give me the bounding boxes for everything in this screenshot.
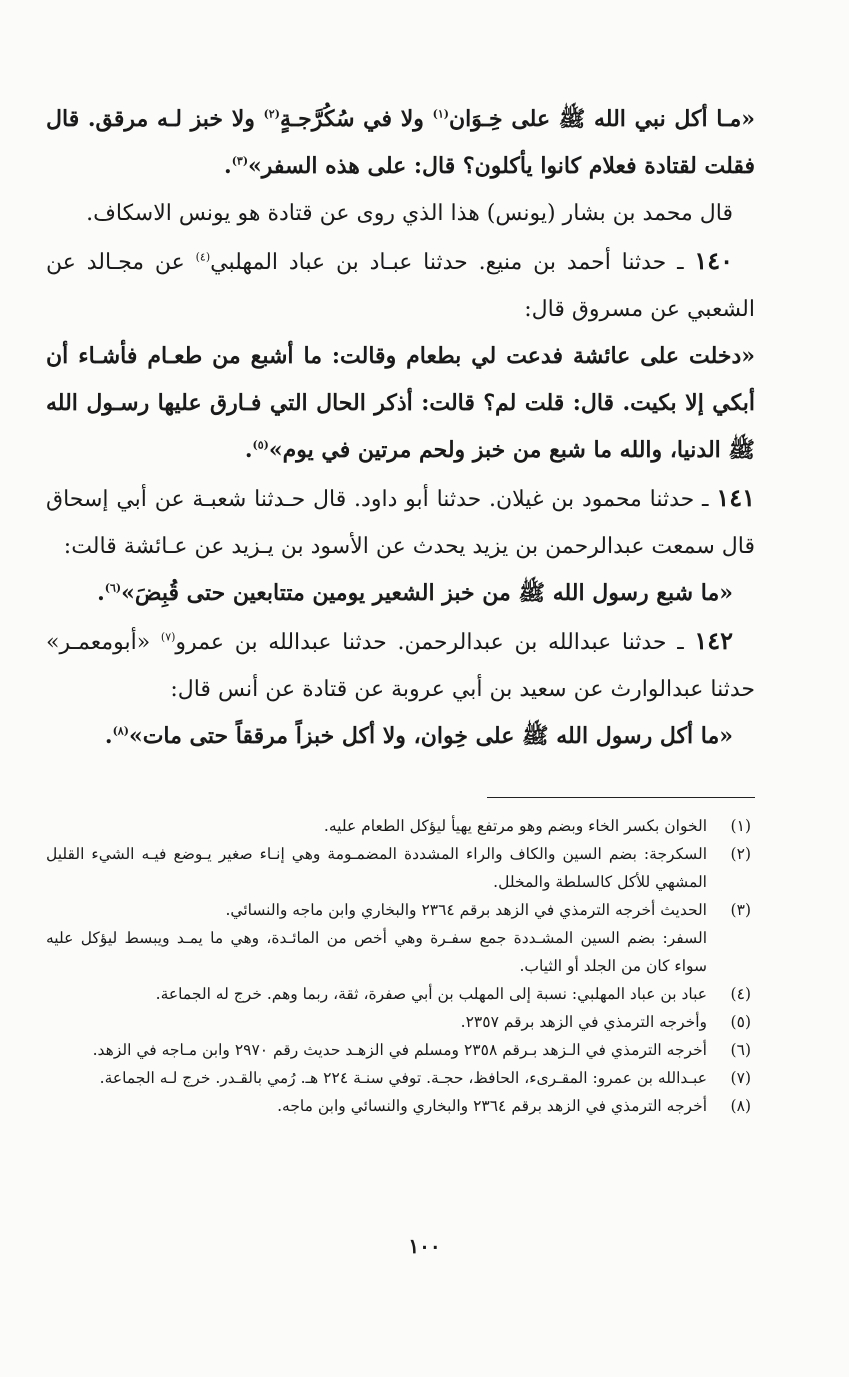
commentary-paragraph: قال محمد بن بشار (يونس) هذا الذي روى عن قتادة هو يونس الاسكاف. xyxy=(86,201,733,226)
footnote-number: (٤) xyxy=(730,985,751,1003)
footnote-ref-4: (٤) xyxy=(195,250,211,264)
footnote-2 xyxy=(46,840,755,896)
footnote-text: أخرجه الترمذي في الزهد برقم ٢٣٦٤ والبخاري والنسائي وابن ماجه. xyxy=(277,1097,707,1115)
hadith-140-isnad: ١٤٠ ـ حدثنا أحمد بن منيع. حدثنا عبـاد بن عباد المهلبي$^{(٤)}$ عن مجـالد عن الشعبي عن مسروق قال: xyxy=(46,246,755,322)
footnote-number: (٥) xyxy=(730,1013,751,1031)
footnote-divider xyxy=(487,797,755,798)
footnote-ref-1: (١) xyxy=(432,107,449,121)
hadith-141-isnad: ١٤١ ـ حدثنا محمود بن غيلان. حدثنا أبو داود. قال حـدثنا شعبـة عن أبي إسحاق قال سمعت عبدالرحمن بن يزيد يحدث عن الأسود بن يـزيد عن عـائشة قالت: xyxy=(46,483,755,559)
footnote-text: السفر: بضم السين المشـددة جمع سفـرة وهي أخص من المائـدة، وهي ما يمـد ويبسط ليؤكل عليه سواء كان من الجلد أو الثياب. xyxy=(46,929,707,975)
footnote-number: (٣) xyxy=(730,901,751,919)
footnote-7 xyxy=(46,1064,755,1092)
main-text xyxy=(46,96,755,760)
footnote-1 xyxy=(46,812,755,840)
footnote-number: (٧) xyxy=(730,1069,751,1087)
hadith-number: ١٤١ xyxy=(716,483,755,512)
footnote-ref-3: (٣) xyxy=(231,154,249,168)
footnote-3 xyxy=(46,896,755,980)
footnote-text: عبـدالله بن عمرو: المقـرىء، الحافظ، حجـة. توفي سنـة ٢٢٤ هـ. رُمي بالقـدر. خرج لـه الجماعة. xyxy=(99,1069,707,1087)
footnote-4 xyxy=(46,980,755,1008)
hadith-140-text: «دخلت على عائشة فدعت لي بطعام وقالت: ما أشبع من طعـام فأشـاء أن أبكي إلا بكيت. قال: قلت لم؟ قالت: أذكر الحال التي فـارق عليها رسـول الله ﷺ الدنيا، والله ما شبع من خبز ولحم مرتين في يوم»$^{(٥)}$. xyxy=(46,343,755,463)
hadith-number: ١٤٢ xyxy=(694,626,733,655)
footnote-number: (٨) xyxy=(730,1097,751,1115)
hadith-139-text: «مـا أكل نبي الله ﷺ على خِـوَان$^{(١)}$ ولا في سُكُرَّجـةٍ$^{(٢)}$ ولا خبز لـه مرقق. قال فقلت لقتادة فعلام كانوا يأكلون؟ قال: على هذه السفر»$^{(٣)}$. xyxy=(46,106,755,179)
footnote-ref-6: (٦) xyxy=(104,581,122,595)
footnote-number: (٢) xyxy=(730,845,751,863)
hadith-number: ١٤٠ xyxy=(694,246,733,275)
page-number: ١٠٠ xyxy=(408,1234,441,1258)
footnotes xyxy=(46,812,755,1120)
footnote-text: أخرجه الترمذي في الـزهد بـرقم ٢٣٥٨ ومسلم في الزهـد حديث رقم ٢٩٧٠ وابن مـاجه في الزهد. xyxy=(92,1041,707,1059)
footnote-ref-5: (٥) xyxy=(252,438,269,452)
footnote-text: عباد بن عباد المهلبي: نسبة إلى المهلب بن أبي صفرة، ثقة، ربما وهم. خرج له الجماعة. xyxy=(155,985,707,1003)
footnote-number: (٦) xyxy=(730,1041,751,1059)
footnote-text: الخوان بكسر الخاء وبضم وهو مرتفع يهيأ ليؤكل الطعام عليه. xyxy=(323,817,707,835)
footnote-text: وأخرجه الترمذي في الزهد برقم ٢٣٥٧. xyxy=(460,1013,707,1031)
footnote-ref-2: (٢) xyxy=(263,107,280,121)
hadith-142-text: «ما أكل رسول الله ﷺ على خِوان، ولا أكل خبزاً مرققاً حتى مات»$^{(٨)}$. xyxy=(104,723,733,749)
footnote-number: (١) xyxy=(730,817,751,835)
footnote-5 xyxy=(46,1008,755,1036)
footnote-6 xyxy=(46,1036,755,1064)
footnote-ref-8: (٨) xyxy=(112,724,129,738)
hadith-142-isnad: ١٤٢ ـ حدثنا عبدالله بن عبدالرحمن. حدثنا عبدالله بن عمرو$^{(٧)}$ «أبومعمـر» حدثنا عبدالوارث عن سعيد بن أبي عروبة عن قتادة عن أنس قال: xyxy=(46,626,755,702)
footnote-text: الحديث أخرجه الترمذي في الزهد برقم ٢٣٦٤ والبخاري وابن ماجه والنسائي. xyxy=(225,901,707,919)
footnote-ref-7: (٧) xyxy=(160,630,176,644)
footnote-text: السكرجة: بضم السين والكاف والراء المشددة المضمـومة وهي إنـاء صغير يـوضع فيـه الشيء القليل المشهي للأكل كالسلطة والمخلل. xyxy=(46,845,707,891)
hadith-141-text: «ما شبع رسول الله ﷺ من خبز الشعير يومين متتابعين حتى قُبِضَ»$^{(٦)}$. xyxy=(97,580,733,606)
footnote-8 xyxy=(46,1092,755,1120)
